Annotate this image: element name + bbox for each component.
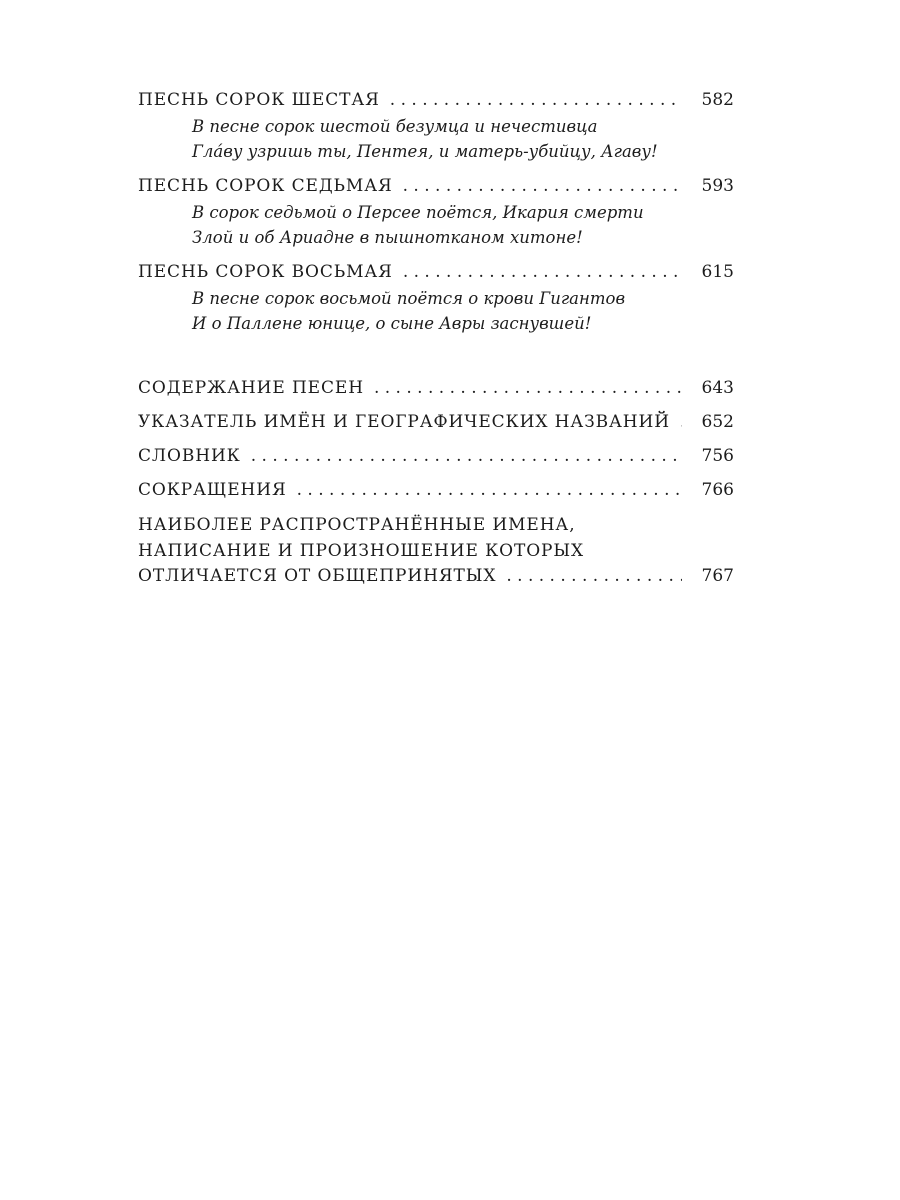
- verse-line: И о Паллене юнице, о сыне Авры заснувшей!: [192, 314, 592, 333]
- dot-leader: [680, 410, 682, 434]
- toc-entry-page: 615: [701, 262, 734, 282]
- verse-line: В песне сорок восьмой поётся о крови Гигантов: [192, 289, 626, 308]
- toc-entry-page: 652: [701, 412, 734, 432]
- toc-entry-verse: [138, 200, 734, 250]
- toc-entry-title: ПЕСНЬ СОРОК ВОСЬМАЯ: [138, 262, 393, 282]
- toc-entry-title-line: НАИБОЛЕЕ РАСПРОСТРАНЁННЫЕ ИМЕНА,: [138, 515, 576, 535]
- toc-entry-row: [138, 174, 734, 198]
- dot-leader: [297, 478, 682, 502]
- dot-leader: [403, 174, 682, 198]
- toc-entry-row: [138, 260, 734, 284]
- dot-leader: [403, 260, 682, 284]
- toc-entry-page: 582: [701, 90, 734, 110]
- dot-leader: [374, 376, 682, 400]
- toc-entry-title: ПЕСНЬ СОРОК ШЕСТАЯ: [138, 90, 380, 110]
- toc-entry-title: СОКРАЩЕНИЯ: [138, 480, 287, 500]
- toc-entry-page: 767: [701, 566, 734, 586]
- toc-entry-page: 756: [701, 446, 734, 466]
- toc-entry-common-names[interactable]: [138, 512, 734, 588]
- toc-entry-index-of-names[interactable]: [138, 410, 734, 434]
- toc-entry-verse: [138, 114, 734, 164]
- dot-leader: [506, 564, 682, 588]
- verse-line: Злой и об Ариадне в пышнотканом хитоне!: [192, 228, 583, 247]
- toc-entry-contents-of-songs[interactable]: [138, 376, 734, 400]
- section-spacer: [138, 346, 734, 376]
- toc-entry-title: СОДЕРЖАНИЕ ПЕСЕН: [138, 378, 364, 398]
- toc-entry-title-line: ОТЛИЧАЕТСЯ ОТ ОБЩЕПРИНЯТЫХ: [138, 566, 497, 586]
- verse-line: В сорок седьмой о Персее поётся, Икария смерти: [192, 203, 644, 222]
- dot-leader: [390, 88, 682, 112]
- toc-entry-abbreviations[interactable]: [138, 478, 734, 502]
- toc-entry-song-46[interactable]: [138, 88, 734, 164]
- toc-entry-glossary[interactable]: [138, 444, 734, 468]
- toc-entry-song-48[interactable]: [138, 260, 734, 336]
- toc-entry-song-47[interactable]: [138, 174, 734, 250]
- toc-entry-row: [138, 88, 734, 112]
- toc-entry-title: СЛОВНИК: [138, 446, 241, 466]
- toc-entry-verse: [138, 286, 734, 336]
- table-of-contents: [138, 88, 734, 598]
- toc-entry-title: ПЕСНЬ СОРОК СЕДЬМАЯ: [138, 176, 393, 196]
- toc-entry-title-lines: [138, 512, 734, 564]
- toc-entry-title: УКАЗАТЕЛЬ ИМЁН И ГЕОГРАФИЧЕСКИХ НАЗВАНИЙ: [138, 412, 670, 432]
- verse-line: В песне сорок шестой безумца и нечестивца: [192, 117, 598, 136]
- dot-leader: [251, 444, 682, 468]
- toc-entry-page: 643: [701, 378, 734, 398]
- toc-entry-title-line: НАПИСАНИЕ И ПРОИЗНОШЕНИЕ КОТОРЫХ: [138, 541, 585, 561]
- toc-entry-page: 593: [701, 176, 734, 196]
- toc-entry-row: [138, 564, 734, 588]
- verse-line: Гла́ву узришь ты, Пентея, и матерь-убийцу, Агаву!: [192, 142, 658, 161]
- toc-entry-page: 766: [701, 480, 734, 500]
